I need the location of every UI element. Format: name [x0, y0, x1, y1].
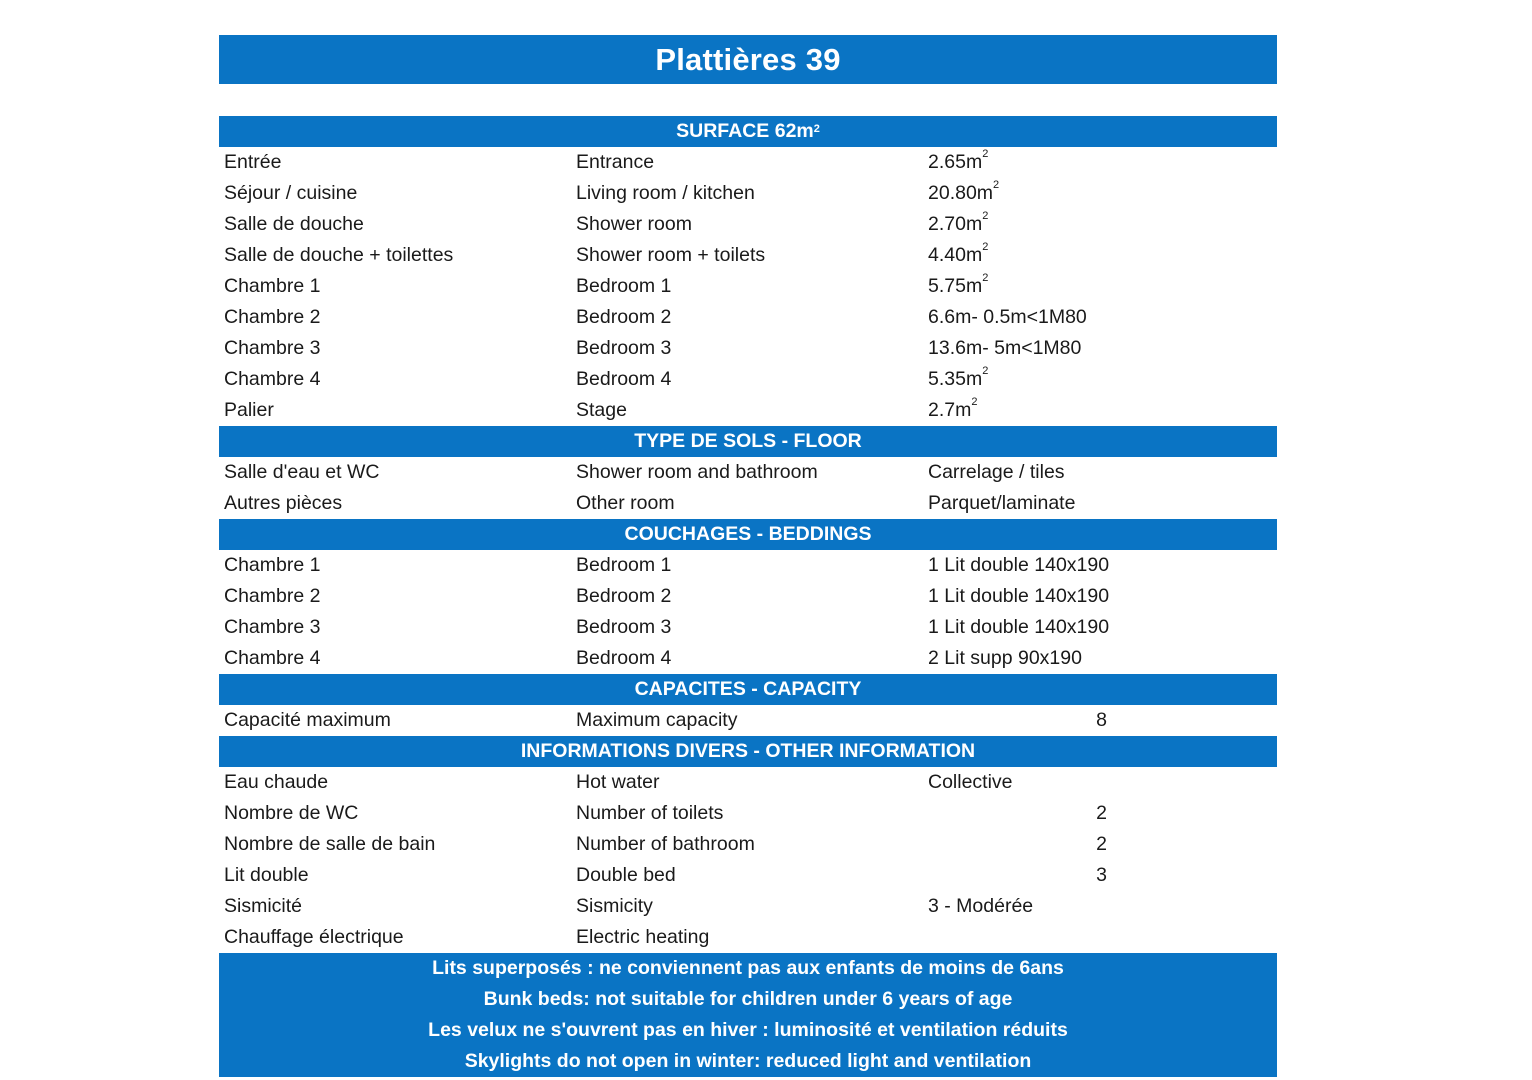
value-number: 2: [1096, 833, 1107, 855]
row-value: [923, 864, 1277, 887]
page-title: [219, 35, 1277, 84]
row-value: [923, 802, 1277, 825]
row-label-fr: Salle de douche: [224, 213, 364, 235]
row-value: [923, 147, 1277, 174]
value-text: 5.35m: [928, 368, 983, 390]
row-label-fr: Entrée: [224, 151, 282, 173]
value-number: 8: [1096, 709, 1107, 731]
row-label-en: Bedroom 1: [576, 554, 672, 576]
row-value: 1 Lit double 140x190: [928, 585, 1110, 607]
row-label-fr: Autres pièces: [224, 492, 343, 514]
row-label-fr: Salle de douche + toilettes: [224, 244, 454, 266]
table-row: [219, 767, 1277, 798]
row-label-en: Shower room and bathroom: [576, 461, 818, 483]
table-row: [219, 891, 1277, 922]
row-label-fr: Eau chaude: [224, 771, 329, 793]
row-value: 2 Lit supp 90x190: [928, 647, 1082, 669]
row-label-en: Shower room: [576, 213, 692, 235]
table-row: [219, 147, 1277, 178]
row-value: [923, 364, 1277, 391]
note-line: Skylights do not open in winter: reduced light and ventilation: [464, 1050, 1032, 1072]
section-header-other-text: INFORMATIONS DIVERS - OTHER INFORMATION: [520, 740, 976, 762]
table-row: [219, 209, 1277, 240]
row-label-fr: Lit double: [224, 864, 309, 886]
table-row: [219, 395, 1277, 426]
row-value: [923, 306, 1277, 329]
value-text: 4.40m: [928, 244, 983, 266]
row-label-fr: Chambre 3: [224, 337, 321, 359]
row-label-en: Bedroom 2: [576, 306, 672, 328]
row-label-fr: Chambre 1: [224, 554, 321, 576]
table-row: [219, 922, 1277, 953]
table-row: [219, 550, 1277, 581]
value-sup: 2: [982, 240, 989, 253]
row-label-fr: Chambre 2: [224, 585, 321, 607]
section-header-capacity-text: CAPACITES - CAPACITY: [634, 678, 862, 700]
value-text: 5.75m: [928, 275, 983, 297]
row-label-fr: Palier: [224, 399, 274, 421]
table-row: [219, 271, 1277, 302]
value-sup: 2: [982, 147, 989, 160]
row-label-fr: Nombre de salle de bain: [224, 833, 436, 855]
value-text: 13.6m- 5m<1M80: [928, 337, 1082, 359]
note-line: Lits superposés : ne conviennent pas aux enfants de moins de 6ans: [432, 957, 1064, 979]
table-row: [219, 612, 1277, 643]
row-label-en: Double bed: [576, 864, 676, 886]
value-sup: 2: [993, 178, 1000, 191]
value-text: 20.80m: [928, 182, 994, 204]
row-label-en: Bedroom 3: [576, 337, 672, 359]
section-header-beddings: [219, 519, 1277, 550]
table-row: [219, 178, 1277, 209]
table-row: [219, 240, 1277, 271]
table-row: [219, 705, 1277, 736]
value-sup: 2: [982, 209, 989, 222]
value-text: 2.65m: [928, 151, 983, 173]
row-label-fr: Séjour / cuisine: [224, 182, 358, 204]
value-sup: 2: [982, 271, 989, 284]
row-label-fr: Chambre 4: [224, 368, 321, 390]
spacer: [219, 84, 1277, 116]
table-row: [219, 333, 1277, 364]
value-text: 6.6m- 0.5m<1M80: [928, 306, 1087, 328]
table-row: [219, 798, 1277, 829]
section-header-surface-text: SURFACE 62m: [676, 120, 814, 142]
row-label-fr: Chambre 3: [224, 616, 321, 638]
row-label-fr: Nombre de WC: [224, 802, 359, 824]
row-label-en: Number of toilets: [576, 802, 724, 824]
row-label-en: Shower room + toilets: [576, 244, 766, 266]
row-label-en: Bedroom 1: [576, 275, 672, 297]
section-header-other: [219, 736, 1277, 767]
row-label-fr: Chambre 4: [224, 647, 321, 669]
page-title-text: Plattières 39: [655, 41, 841, 77]
row-value: 1 Lit double 140x190: [928, 616, 1110, 638]
row-label-en: Sismicity: [576, 895, 653, 917]
table-row: [219, 364, 1277, 395]
row-value: Collective: [928, 771, 1013, 793]
row-label-en: Bedroom 4: [576, 647, 672, 669]
row-value: [923, 337, 1277, 360]
value-sup: 2: [971, 395, 978, 408]
row-value: [923, 209, 1277, 236]
row-value: Parquet/laminate: [928, 492, 1076, 514]
table-row: [219, 860, 1277, 891]
value-text: 2.70m: [928, 213, 983, 235]
row-label-en: Number of bathroom: [576, 833, 755, 855]
note-line: Bunk beds: not suitable for children under 6 years of age: [483, 988, 1013, 1010]
section-header-surface-sup: 2: [813, 122, 820, 135]
row-label-en: Other room: [576, 492, 675, 514]
section-header-surface: [219, 116, 1277, 147]
row-label-en: Bedroom 2: [576, 585, 672, 607]
row-value: 3 - Modérée: [928, 895, 1034, 917]
row-label-en: Electric heating: [576, 926, 710, 948]
table-row: [219, 643, 1277, 674]
row-label-fr: Capacité maximum: [224, 709, 391, 731]
row-label-en: Entrance: [576, 151, 655, 173]
row-label-fr: Chambre 2: [224, 306, 321, 328]
section-header-beddings-text: COUCHAGES - BEDDINGS: [624, 523, 872, 545]
value-text: 2.7m: [928, 399, 972, 421]
section-header-floor: [219, 426, 1277, 457]
row-label-en: Bedroom 3: [576, 616, 672, 638]
section-header-capacity: [219, 674, 1277, 705]
table-row: [219, 829, 1277, 860]
row-label-en: Hot water: [576, 771, 660, 793]
section-header-floor-text: TYPE DE SOLS - FLOOR: [634, 430, 862, 452]
row-value: [923, 178, 1277, 205]
row-value: [923, 395, 1277, 422]
table-row: [219, 457, 1277, 488]
row-label-fr: Chambre 1: [224, 275, 321, 297]
row-value: Carrelage / tiles: [928, 461, 1065, 483]
value-number: 2: [1096, 802, 1107, 824]
row-label-en: Bedroom 4: [576, 368, 672, 390]
info-sheet: [219, 35, 1277, 1077]
note-line: Les velux ne s'ouvrent pas en hiver : luminosité et ventilation réduits: [428, 1019, 1068, 1041]
row-value: [923, 833, 1277, 856]
table-row: [219, 302, 1277, 333]
row-label-fr: Chauffage électrique: [224, 926, 404, 948]
row-label-fr: Sismicité: [224, 895, 303, 917]
row-value: [923, 271, 1277, 298]
row-label-en: Maximum capacity: [576, 709, 738, 731]
row-label-fr: Salle d'eau et WC: [224, 461, 380, 483]
row-label-en: Stage: [576, 399, 627, 421]
value-sup: 2: [982, 364, 989, 377]
row-label-en: Living room / kitchen: [576, 182, 755, 204]
row-value: [923, 240, 1277, 267]
value-number: 3: [1096, 864, 1107, 886]
table-row: [219, 581, 1277, 612]
row-value: 1 Lit double 140x190: [928, 554, 1110, 576]
row-value: [923, 709, 1277, 732]
notes-box: [219, 953, 1277, 1077]
table-row: [219, 488, 1277, 519]
